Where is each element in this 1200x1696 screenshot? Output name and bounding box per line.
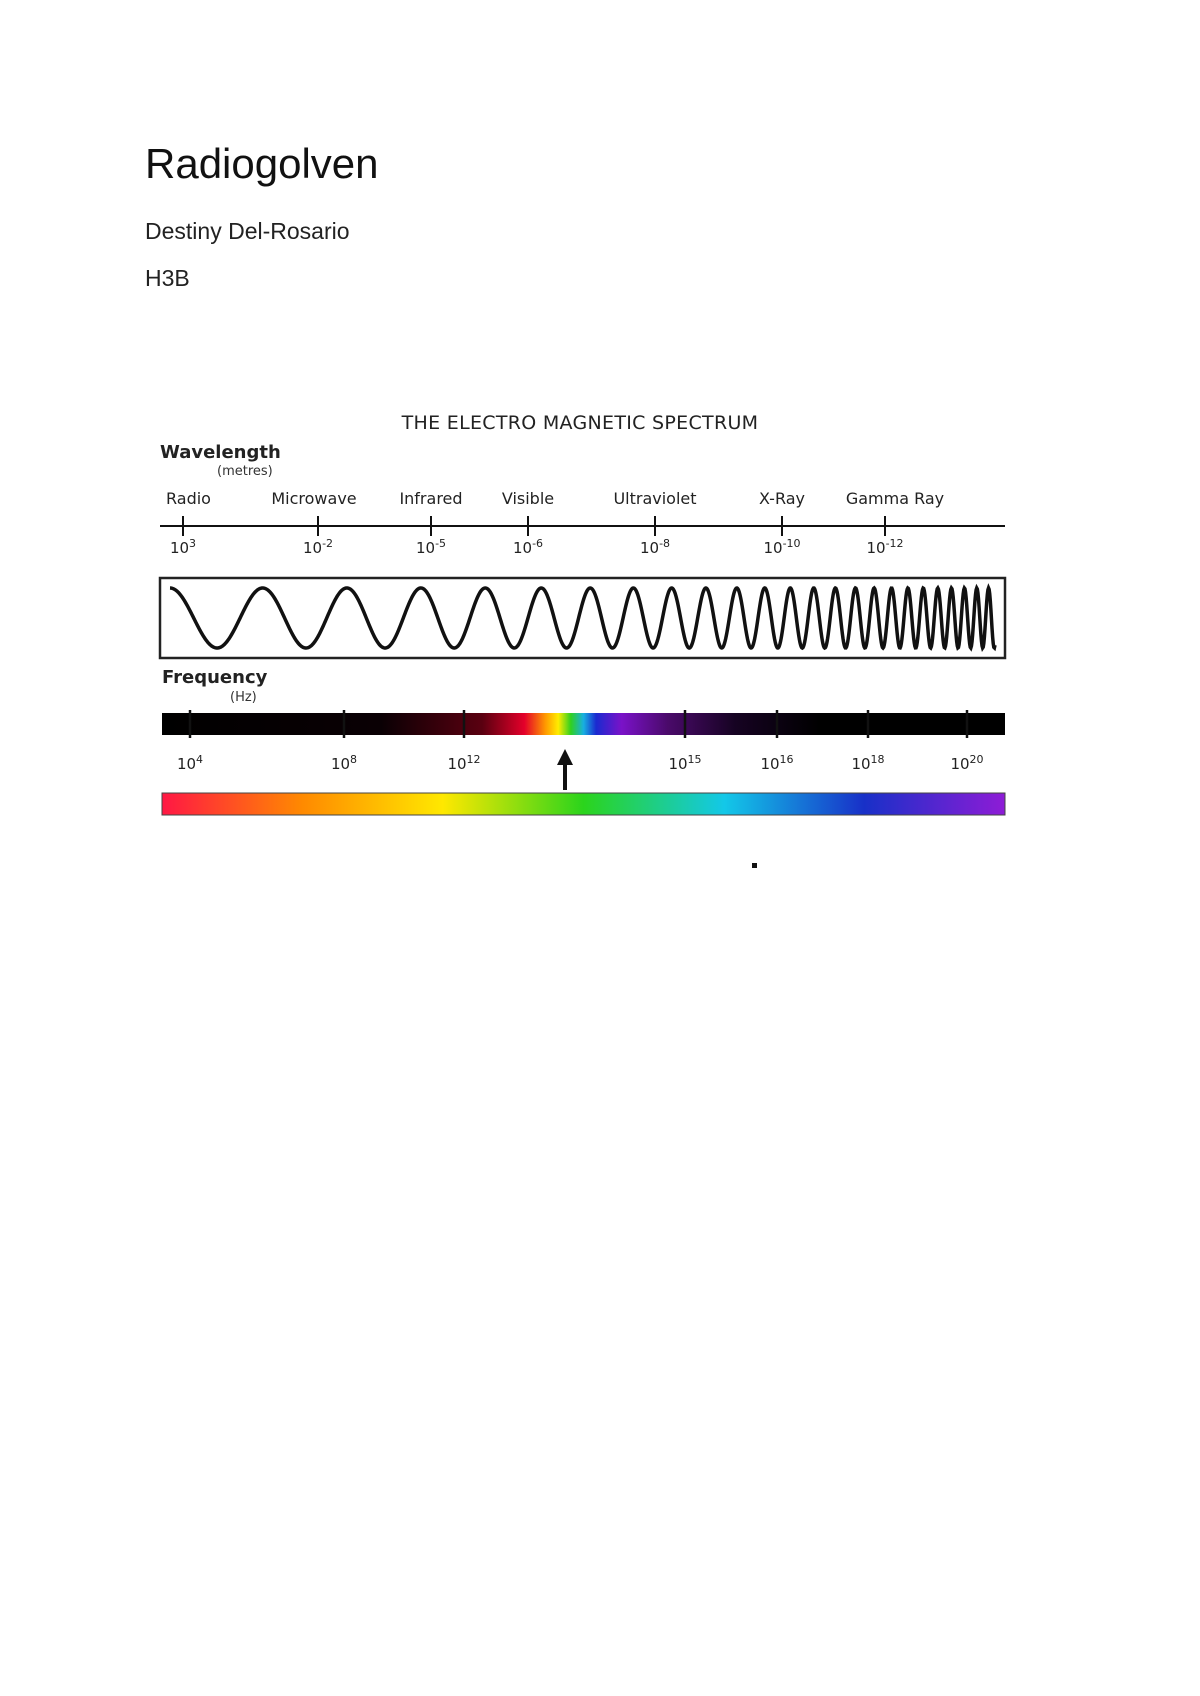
- band-label-ultraviolet: Ultraviolet: [613, 489, 697, 508]
- tick-exponent: 12: [466, 753, 481, 766]
- band-label-visible: Visible: [501, 489, 555, 508]
- wavelength-tick-label-x-ray: [763, 537, 800, 557]
- tick-exponent: 20: [969, 753, 984, 766]
- tick-base: 10: [763, 539, 783, 557]
- band-label-x-ray: X-Ray: [759, 489, 805, 508]
- frequency-tick-label-20: [950, 753, 983, 773]
- tick-base: 10: [302, 539, 323, 557]
- band-label-radio: Radio: [166, 489, 211, 508]
- stray-dot: [752, 863, 757, 868]
- tick-base: 10: [447, 755, 467, 773]
- visible-pointer-arrow: [557, 749, 573, 790]
- wavelength-tick-label-microwave: [303, 537, 333, 557]
- tick-exponent: 3: [189, 537, 197, 550]
- frequency-tick-label-8: [331, 753, 357, 773]
- wavelength-tick-label-gamma-ray: [866, 537, 903, 557]
- frequency-tick-label-15: [668, 753, 701, 773]
- tick-base: 10: [760, 755, 780, 773]
- wavelength-tick-label-visible: [513, 537, 543, 557]
- wavelength-unit: (metres): [217, 464, 273, 479]
- spectrum-title: THE ELECTRO MAGNETIC SPECTRUM: [401, 412, 759, 434]
- tick-exponent: -6: [532, 537, 544, 550]
- tick-base: 10: [512, 539, 533, 557]
- tick-base: 10: [330, 755, 351, 773]
- tick-exponent: 8: [350, 753, 358, 766]
- tick-exponent: 15: [687, 753, 702, 766]
- tick-base: 10: [176, 755, 197, 773]
- frequency-unit: (Hz): [230, 690, 257, 705]
- class-code: H3B: [145, 265, 190, 291]
- document-title: Radiogolven: [145, 140, 379, 187]
- tick-base: 10: [415, 539, 436, 557]
- tick-exponent: 16: [779, 753, 794, 766]
- tick-exponent: -12: [885, 537, 904, 550]
- tick-exponent: -5: [435, 537, 447, 550]
- em-spectrum-diagram: [150, 400, 1030, 830]
- tick-base: 10: [169, 539, 190, 557]
- tick-base: 10: [950, 755, 970, 773]
- frequency-tick-label-4: [177, 753, 203, 773]
- band-label-infrared: Infrared: [399, 489, 463, 508]
- tick-exponent: -10: [782, 537, 801, 550]
- author-name: Destiny Del-Rosario: [145, 218, 350, 244]
- frequency-bar: [162, 713, 1005, 735]
- frequency-label: Frequency: [162, 667, 268, 688]
- band-label-microwave: Microwave: [271, 489, 357, 508]
- em-spectrum-figure: [150, 400, 1030, 830]
- frequency-tick-label-12: [447, 753, 480, 773]
- visible-spectrum-bar: [162, 793, 1005, 815]
- tick-base: 10: [639, 539, 660, 557]
- tick-exponent: -8: [659, 537, 671, 550]
- wavelength-label: Wavelength: [160, 442, 281, 463]
- tick-exponent: 4: [196, 753, 204, 766]
- tick-exponent: -2: [322, 537, 334, 550]
- tick-base: 10: [866, 539, 886, 557]
- tick-base: 10: [851, 755, 871, 773]
- band-label-gamma-ray: Gamma Ray: [845, 489, 945, 508]
- frequency-tick-label-16: [760, 753, 793, 773]
- wavelength-tick-label-infrared: [416, 537, 446, 557]
- frequency-tick-label-18: [851, 753, 884, 773]
- tick-exponent: 18: [870, 753, 885, 766]
- tick-base: 10: [668, 755, 688, 773]
- wavelength-tick-label-ultraviolet: [640, 537, 670, 557]
- wavelength-tick-label-radio: [170, 537, 196, 557]
